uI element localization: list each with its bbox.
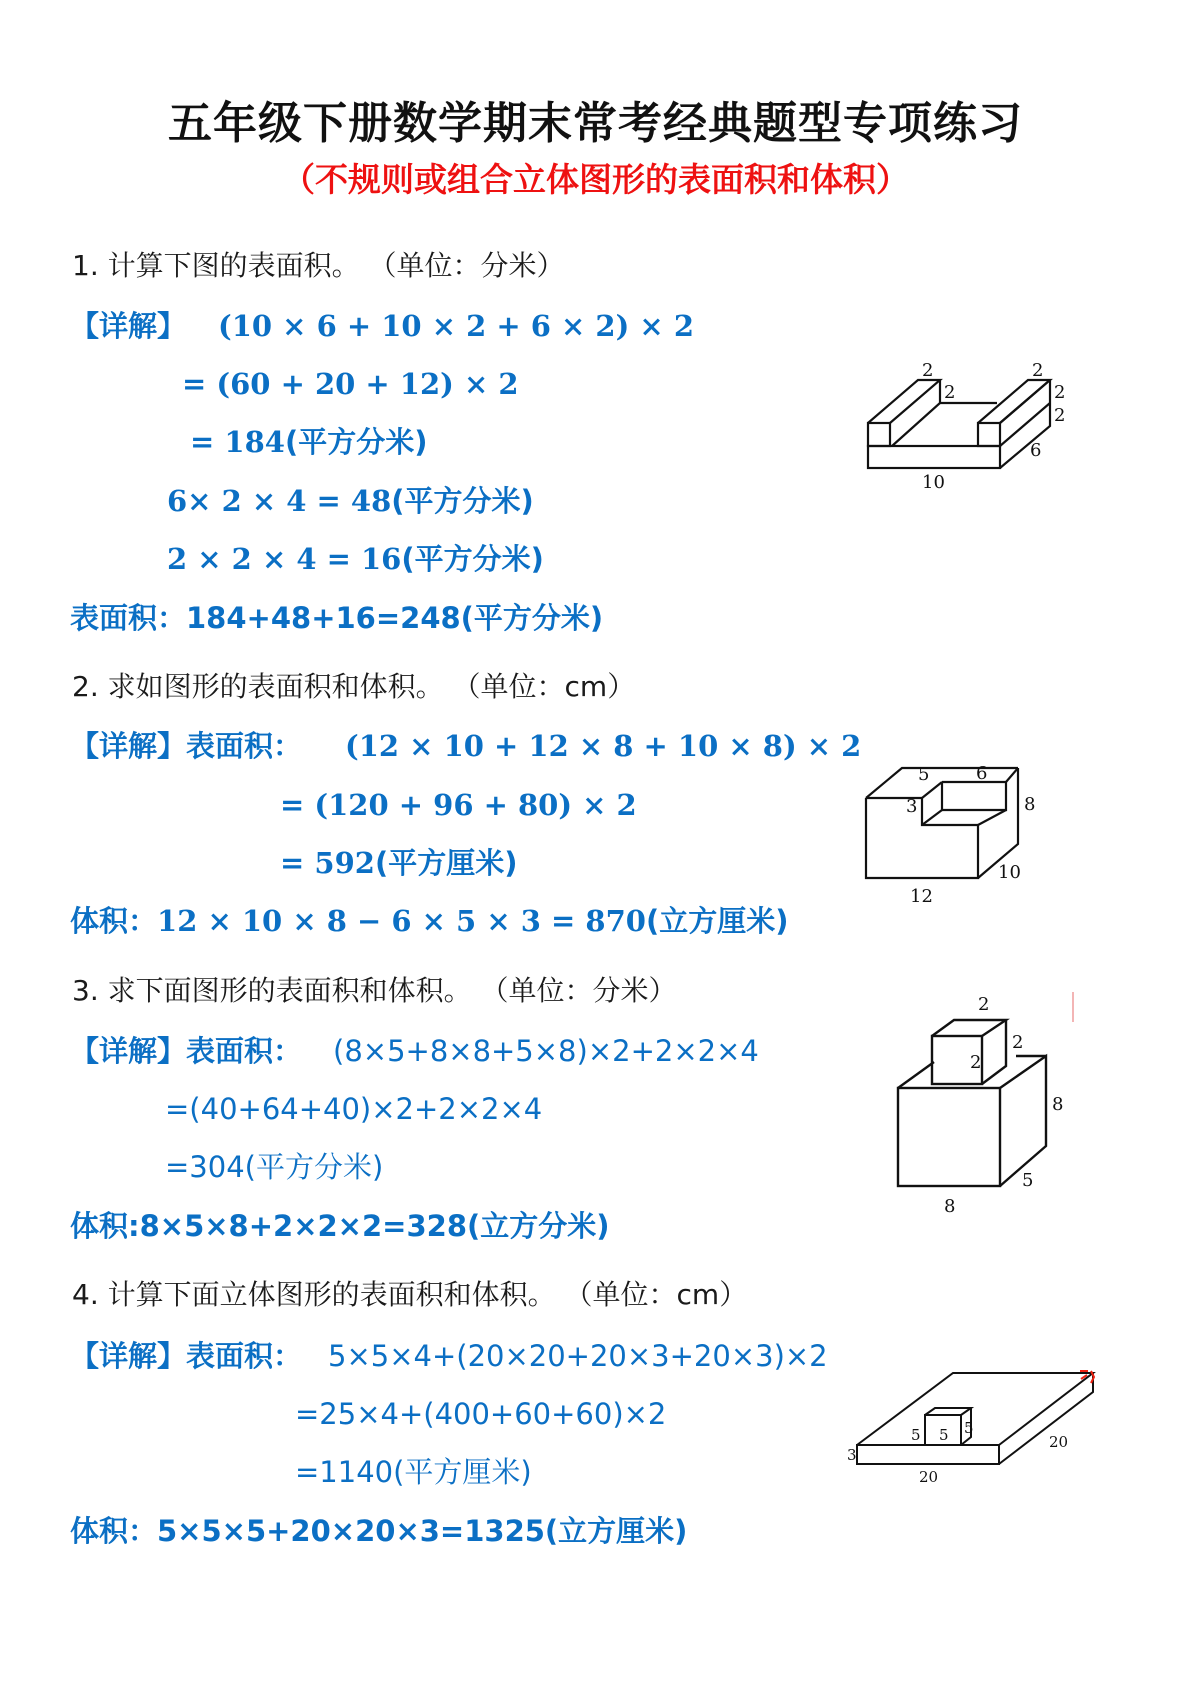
problem-3-solution-label: 【详解】表面积： bbox=[70, 1034, 303, 1068]
figure-4-cube-on-slab bbox=[845, 1365, 1105, 1485]
problem-4-line-1: 5×5×4+(20×20+20×3+20×3)×2 bbox=[328, 1339, 828, 1373]
figure-4-label-3: 3 bbox=[847, 1446, 857, 1464]
figure-1-label-depth: 6 bbox=[1030, 440, 1042, 461]
figure-3-label-8-height: 8 bbox=[1052, 1094, 1064, 1115]
problem-1-line-5-value: 2 × 2 × 4 = 16 bbox=[167, 542, 402, 576]
figure-3-label-8-length: 8 bbox=[944, 1196, 956, 1217]
problem-3-line-2: =(40+64+40)×2+2×2×4 bbox=[165, 1092, 543, 1126]
problem-3-line-1: (8×5+8×8+5×8)×2+2×2×4 bbox=[333, 1034, 759, 1068]
figure-4-label-5-left: 5 bbox=[911, 1426, 921, 1444]
figure-4-label-5-right: 5 bbox=[964, 1419, 974, 1437]
problem-2-volume-unit: (立方厘米) bbox=[645, 904, 789, 938]
problem-2-line-1: (12 × 10 + 12 × 8 + 10 × 8) × 2 bbox=[345, 729, 862, 763]
page-title: 五年级下册数学期末常考经典题型专项练习 bbox=[168, 98, 1023, 149]
problem-1-line-3 bbox=[190, 425, 428, 459]
problem-1-line-5-unit: (平方分米) bbox=[401, 542, 544, 576]
problem-2-solution-label: 【详解】表面积： bbox=[70, 729, 303, 763]
problem-2-line-3-value: = 592 bbox=[280, 846, 375, 880]
problem-2-line-2: = (120 + 96 + 80) × 2 bbox=[280, 788, 637, 822]
problem-4-volume: 体积：5×5×5+20×20×3=1325(立方厘米) bbox=[70, 1514, 688, 1548]
problem-1-line-1: (10 × 6 + 10 × 2 + 6 × 2) × 2 bbox=[218, 309, 694, 343]
problem-4-solution-label: 【详解】表面积： bbox=[70, 1339, 303, 1373]
problem-3-volume: 体积:8×5×8+2×2×2=328(立方分米) bbox=[70, 1209, 610, 1243]
problem-1-question: 1. 计算下图的表面积。 （单位：分米） bbox=[72, 249, 565, 282]
figure-3-stacked-cubes bbox=[892, 990, 1072, 1220]
problem-1-solution-label: 【详解】 bbox=[70, 309, 187, 343]
figure-1-u-block bbox=[860, 360, 1066, 518]
figure-2-label-5: 5 bbox=[918, 764, 930, 785]
figure-3-label-5: 5 bbox=[1022, 1170, 1034, 1191]
problem-2-line-3 bbox=[280, 846, 518, 880]
problem-1-line-3-unit: (平方分米) bbox=[284, 425, 428, 459]
problem-1-line-5 bbox=[167, 542, 544, 576]
problem-1-line-4 bbox=[167, 484, 534, 518]
figure-1-label-2e: 2 bbox=[1054, 405, 1066, 426]
figure-1-label-2d: 2 bbox=[1054, 382, 1066, 403]
figure-4-label-20-depth: 20 bbox=[1049, 1433, 1069, 1451]
problem-3-question: 3. 求下面图形的表面积和体积。 （单位：分米） bbox=[72, 974, 677, 1007]
problem-2-question: 2. 求如图形的表面积和体积。 （单位：cm） bbox=[72, 670, 636, 703]
figure-3-label-2-top: 2 bbox=[978, 994, 990, 1015]
problem-2-line-3-unit: (平方厘米) bbox=[374, 846, 518, 880]
figure-3-label-2-front: 2 bbox=[970, 1052, 982, 1073]
problem-1-result: 表面积：184+48+16=248(平方分米) bbox=[70, 601, 604, 635]
figure-2-label-6: 6 bbox=[976, 763, 988, 784]
figure-4-label-5-front: 5 bbox=[939, 1426, 949, 1444]
problem-1-line-4-unit: (平方分米) bbox=[391, 484, 534, 518]
figure-2-label-3: 3 bbox=[906, 796, 918, 817]
figure-2-notched-cuboid bbox=[858, 760, 1036, 910]
red-mark-line bbox=[1072, 992, 1074, 1022]
problem-1-line-3-value: = 184 bbox=[190, 425, 285, 459]
problem-2-volume-value: 12 × 10 × 8 − 6 × 5 × 3 = 870 bbox=[157, 904, 646, 938]
problem-4-line-2: =25×4+(400+60+60)×2 bbox=[295, 1397, 667, 1431]
figure-4-label-20-length: 20 bbox=[919, 1468, 939, 1486]
figure-1-label-2b: 2 bbox=[944, 382, 956, 403]
problem-4-line-3: =1140(平方厘米) bbox=[295, 1455, 532, 1489]
figure-1-label-2c: 2 bbox=[1032, 360, 1044, 381]
figure-1-label-length: 10 bbox=[922, 472, 945, 493]
problem-2-volume bbox=[70, 904, 789, 938]
problem-2-volume-label: 体积： bbox=[70, 904, 158, 938]
problem-4-question: 4. 计算下面立体图形的表面积和体积。 （单位：cm） bbox=[72, 1278, 748, 1311]
page-subtitle: （不规则或组合立体图形的表面积和体积） bbox=[282, 160, 909, 199]
problem-1-line-4-value: 6× 2 × 4 = 48 bbox=[167, 484, 392, 518]
figure-2-label-10: 10 bbox=[998, 862, 1021, 883]
problem-1-line-2: = (60 + 20 + 12) × 2 bbox=[182, 367, 519, 401]
figure-3-label-2-side: 2 bbox=[1012, 1032, 1024, 1053]
problem-3-line-3: =304(平方分米) bbox=[165, 1150, 384, 1184]
figure-2-label-12: 12 bbox=[910, 886, 933, 907]
figure-1-label-2a: 2 bbox=[922, 360, 934, 381]
figure-2-label-8: 8 bbox=[1024, 794, 1036, 815]
